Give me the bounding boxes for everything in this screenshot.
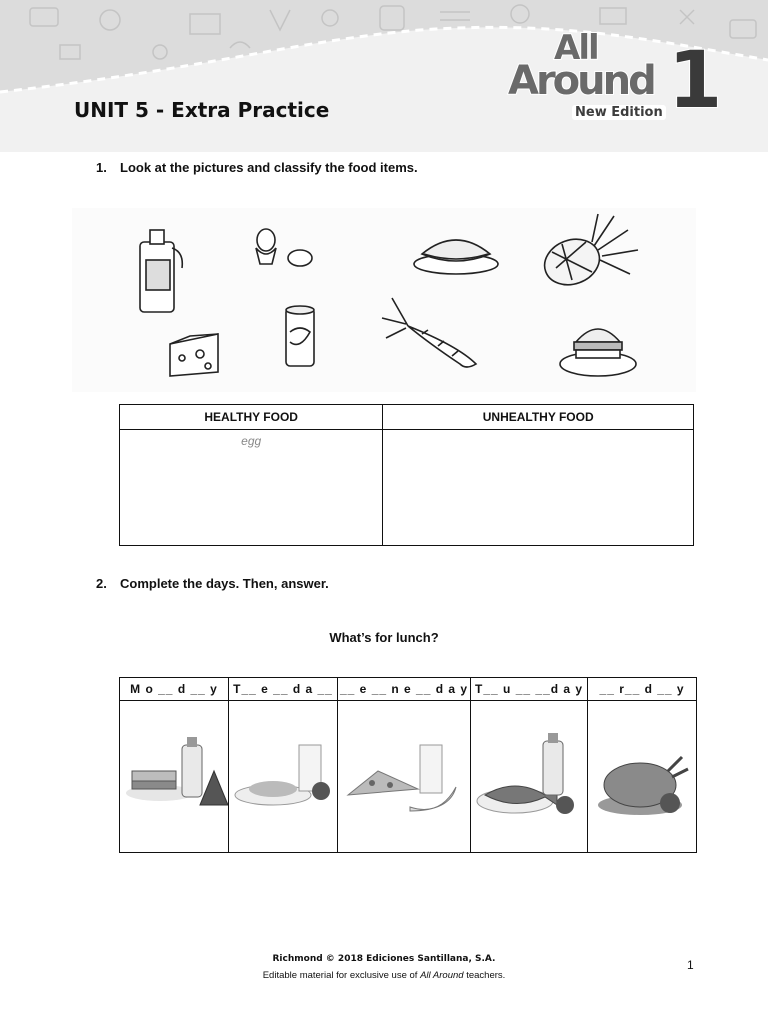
page-number: 1 <box>687 958 694 972</box>
exercise-2-instruction <box>96 576 329 591</box>
spaghetti-milk-apple-icon <box>229 701 337 847</box>
egg-icon <box>256 229 312 266</box>
healthy-food-cell[interactable]: egg <box>120 430 383 546</box>
unhealthy-food-header: UNHEALTHY FOOD <box>383 405 694 430</box>
logo-line1: All <box>554 28 598 68</box>
hamburger-icon <box>560 329 636 376</box>
exercise-number: 1. <box>96 160 107 175</box>
carrot-icon <box>382 298 476 367</box>
instruction-text: Look at the pictures and classify the food items. <box>120 160 418 175</box>
pizza-milk-banana-icon <box>338 701 464 847</box>
days-table <box>119 677 697 853</box>
usage-note-suffix: teachers. <box>463 970 506 981</box>
hot-dog-icon <box>414 240 498 274</box>
milk-bottle-icon <box>140 230 182 312</box>
copyright-notice: Richmond © 2018 Ediciones Santillana, S.A. <box>272 954 496 964</box>
food-pictures <box>72 208 696 392</box>
meal-cell-friday <box>588 701 697 853</box>
logo-edition: New Edition <box>572 105 666 120</box>
meal-cell-tuesday <box>229 701 338 853</box>
usage-note-prefix: Editable material for exclusive use of <box>262 970 421 981</box>
roast-chicken-apple-icon <box>588 701 696 847</box>
logo-line2: Around <box>508 58 654 104</box>
food-classification-table <box>119 404 694 546</box>
meal-cell-monday <box>120 701 229 853</box>
logo-number: 1 <box>668 36 723 126</box>
exercise-number: 2. <box>96 576 107 591</box>
cheese-icon <box>170 334 218 376</box>
unhealthy-food-cell[interactable] <box>383 430 694 546</box>
day-header-monday[interactable]: M o __ d __ y <box>120 678 229 701</box>
soda-can-icon <box>286 306 314 366</box>
instruction-text: Complete the days. Then, answer. <box>120 576 329 591</box>
exercise-1-instruction <box>96 160 418 175</box>
day-header-friday[interactable]: __ r__ d __ y <box>588 678 697 701</box>
pineapple-icon <box>538 214 638 292</box>
fish-water-apple-icon <box>471 701 587 847</box>
sandwich-water-watermelon-icon <box>120 701 228 847</box>
page-title: UNIT 5 - Extra Practice <box>74 98 330 122</box>
day-header-wednesday[interactable]: __ e __ n e __ d a y <box>338 678 471 701</box>
page-header <box>0 0 768 152</box>
meal-cell-thursday <box>471 701 588 853</box>
usage-note <box>0 970 768 981</box>
all-around-logo <box>502 28 722 128</box>
lunch-subtitle: What’s for lunch? <box>329 630 439 645</box>
day-header-thursday[interactable]: T__ u __ __d a y <box>471 678 588 701</box>
day-header-tuesday[interactable]: T__ e __ d a __ <box>229 678 338 701</box>
meal-cell-wednesday <box>338 701 471 853</box>
healthy-food-header: HEALTHY FOOD <box>120 405 383 430</box>
usage-note-title: All Around <box>420 970 464 981</box>
